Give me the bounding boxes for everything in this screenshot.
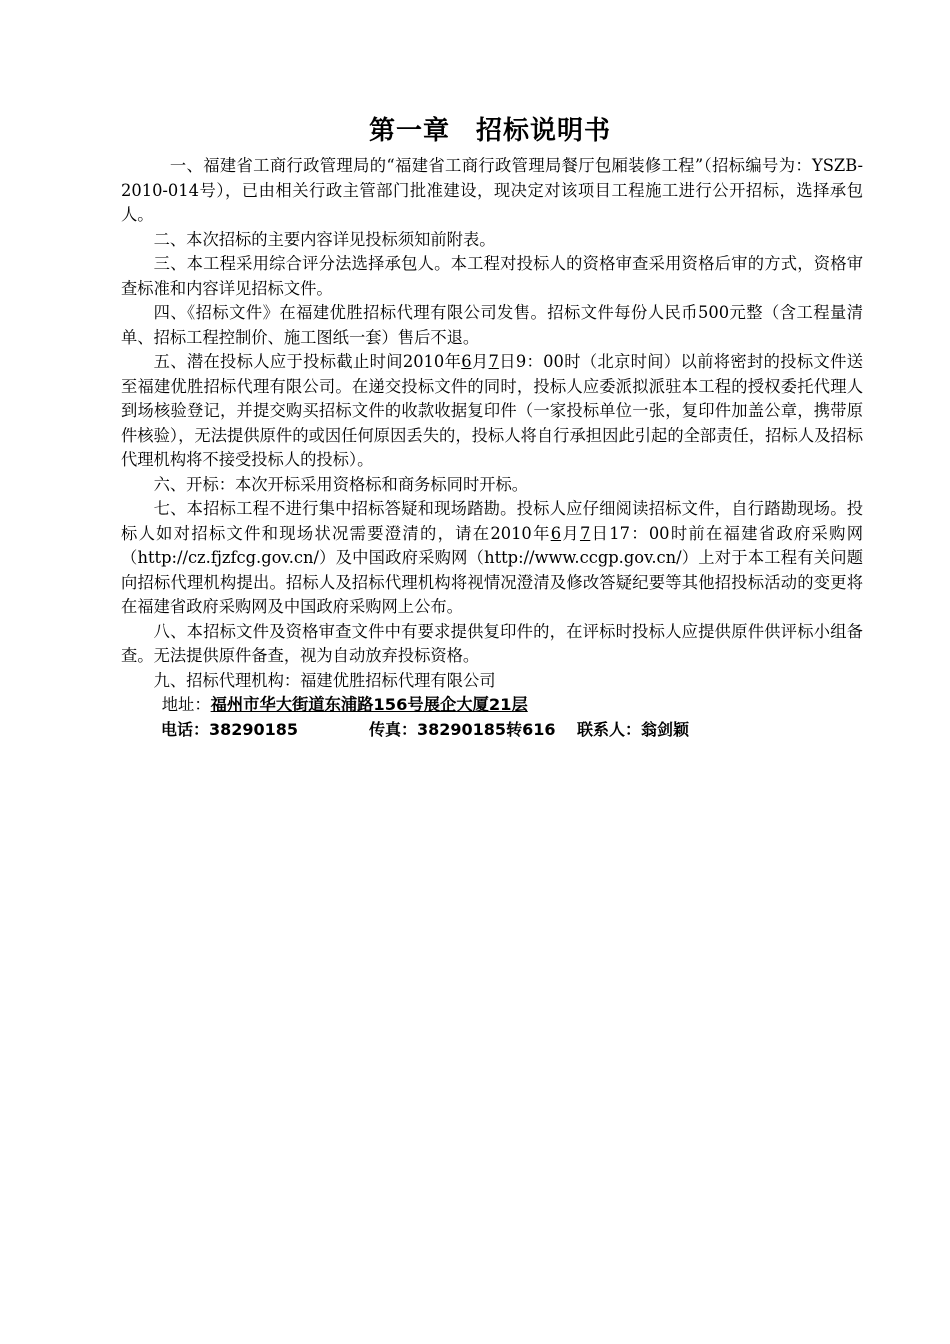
paragraph-9: 九、招标代理机构：福建优胜招标代理有限公司 xyxy=(153,670,496,690)
deadline-month: 6 xyxy=(461,352,472,371)
paragraph-3: 三、本工程采用综合评分法选择承包人。本工程对投标人的资格审查采用资格后审的方式，资格审查标准和内容详见招标文件。 xyxy=(121,254,863,298)
contact-person-text: 联系人：翁剑颖 xyxy=(577,719,690,739)
paragraph-6: 六、开标：本次开标采用资格标和商务标同时开标。 xyxy=(153,474,529,494)
contact-line xyxy=(121,718,863,743)
address-label: 地址： xyxy=(161,695,211,714)
paragraph-7: 七、本招标工程不进行集中招标答疑和现场踏勘。投标人应仔细阅读招标文件，自行踏勘现场。投标人如对招标文件和现场状况需要澄清的，请在2010年6月7日17：00时前在福建省政府采购网（http://cz.fjzfcg.gov.cn/）及中国政府采购网（http://www.ccgp.gov.cn/）上对于本工程有关问题向招标代理机构提出。招标人及招标代理机构将视情况澄清及修改答疑纪要等其他招投标活动的变更将在福建省政府采购网及中国政府采购网上公布。 xyxy=(121,499,864,616)
chapter-title xyxy=(0,114,950,148)
paragraph-4: 四、《招标文件》在福建优胜招标代理有限公司发售。招标文件每份人民币500元整（含工程量清单、招标工程控制价、施工图纸一套）售后不退。 xyxy=(121,303,863,347)
paragraph-8: 八、本招标文件及资格审查文件中有要求提供复印件的，在评标时投标人应提供原件供评标小组备查。无法提供原件备查，视为自动放弃投标资格。 xyxy=(121,621,863,665)
chapter-number: 第一章 xyxy=(368,116,450,146)
address-value: 福州市华大街道东浦路156号展企大厦21层 xyxy=(210,695,528,714)
paragraph-1: 一、福建省工商行政管理局的“福建省工商行政管理局餐厅包厢装修工程”（招标编号为：YSZB-2010-014号），已由相关行政主管部门批准建设，现决定对该项目工程施工进行公开招标，选择承包人。 xyxy=(121,156,863,224)
clarify-month: 6 xyxy=(550,523,562,543)
document-body xyxy=(121,154,863,742)
chapter-name: 招标说明书 xyxy=(476,116,612,146)
clarify-day: 7 xyxy=(579,523,591,543)
address-line xyxy=(121,693,863,718)
phone-text: 电话：38290185 xyxy=(161,719,299,739)
deadline-day: 7 xyxy=(488,352,499,371)
fax-text: 传真：38290185转616 xyxy=(369,719,556,739)
paragraph-5: 五、潜在投标人应于投标截止时间2010年6月7日9：00时（北京时间）以前将密封的投标文件送至福建优胜招标代理有限公司。在递交投标文件的同时，投标人应委派拟派驻本工程的授权委托代理人到场核验登记，并提交购买招标文件的收款收据复印件（一家投标单位一张，复印件加盖公章，携带原件核验），无法提供原件的或因任何原因丢失的，投标人将自行承担因此引起的全部责任，招标人及招标代理机构将不接受投标人的投标）。 xyxy=(121,352,863,469)
paragraph-2: 二、本次招标的主要内容详见投标须知前附表。 xyxy=(153,229,496,249)
